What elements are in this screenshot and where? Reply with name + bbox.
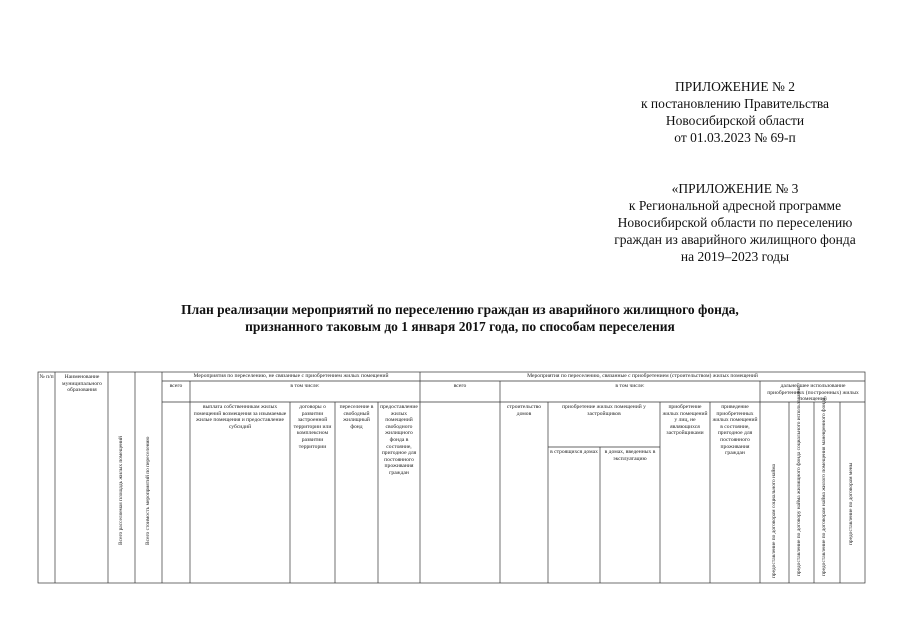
header-including: в том числе: [290,383,320,389]
header-relocation: переселение в свободный жилищный фонд [339,404,374,430]
header-total-area: Всего расселяемая площадь жилых помещений [118,436,124,545]
header-including: в том числе: [615,383,645,389]
appendix-2-date: от 01.03.2023 № 69-п [674,130,796,145]
header-municipality: Наименование муниципального образования [62,374,102,394]
header-total-cost: Всего стоимость мероприятий по переселению [145,436,151,545]
appendix-2-line: к постановлению Правительства [640,96,830,111]
header-total: всего [453,383,467,389]
header-group-related: Мероприятия по переселению, связанные с приобретением (строительством) жилых помещений [527,373,758,379]
header-construction: строительство домов [506,404,542,417]
header-additional-use: дальнейшее использование приобретенных (построенных) жилых помещений [767,383,859,403]
header-purchase-non-developer: приобретение жилых помещений у лиц, не являющихся застройщиками [662,404,708,437]
title-line: признанного таковым до 1 января 2017 года, по способам переселения [245,319,675,334]
header-bringing-condition: приведение приобретенных жилых помещений в состояние, пригодное для постоянного проживания граждан [712,404,758,457]
header-commissioned: в домах, введенных в эксплуатацию [604,449,656,462]
header-social-use: предоставление по договору найма жилищного фонда социального использования [796,386,802,576]
appendix-3-line: к Региональной адресной программе [628,198,842,213]
header-contracts: договоры о развитии застроенной территории или комплексном развитии территории [293,404,332,450]
appendix-3-line: на 2019–2023 годы [680,249,790,264]
header-exchange: предоставление по договорам мены [848,462,854,545]
appendix-3-line: Новосибирской области по переселению [617,215,853,230]
appendix-2-heading: ПРИЛОЖЕНИЕ № 2 [674,79,796,94]
appendix-3-line: граждан из аварийного жилищного фонда [614,232,856,247]
header-social-rent: предоставление по договорам социального найма [771,463,777,578]
header-num: № п/п [39,374,54,380]
header-provision: предоставление жилых помещений свободного жилищного фонда в состояние, пригодное для постоянного проживания граждан [380,404,418,476]
title-line: План реализации мероприятий по переселению граждан из аварийного жилищного фонда, [181,302,739,317]
header-group-not-related: Мероприятия по переселению, не связанные с приобретением жилых помещений [193,373,389,379]
appendix-3-heading: «ПРИЛОЖЕНИЕ № 3 [671,181,799,196]
appendix-2-line: Новосибирской области [665,113,805,128]
header-commercial: предоставление по договорам найма жилого помещения маневренного фонда [821,397,827,576]
header-purchase: приобретение жилых помещений у застройщиков [562,404,646,417]
header-payment: выплата собственникам жилых помещений возмещения за изымаемые жилые помещения и предоставление субсидий [193,404,287,430]
header-total: всего [169,383,183,389]
header-under-construction: в строящихся домах [550,449,598,455]
